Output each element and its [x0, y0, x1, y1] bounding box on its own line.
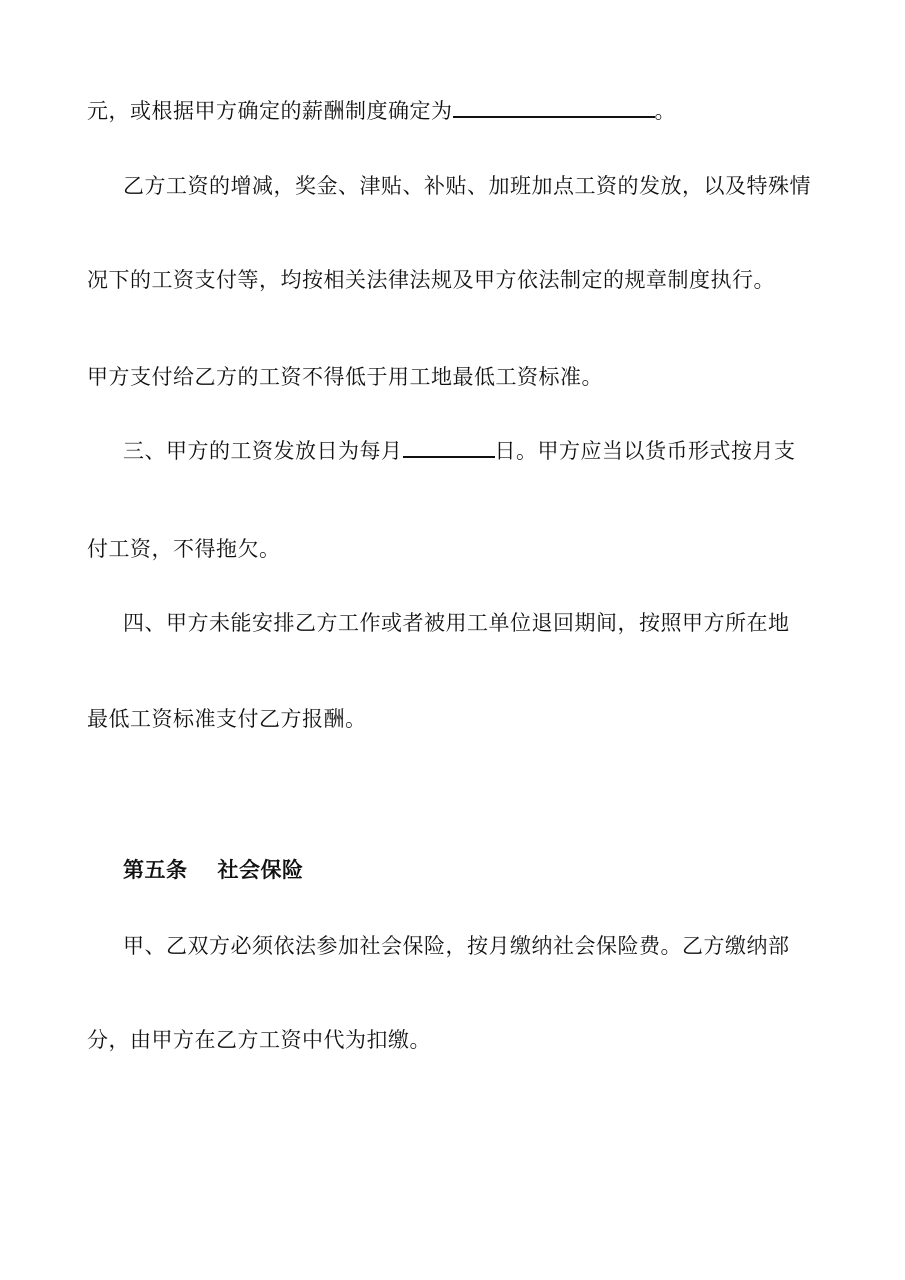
paragraph-line [87, 266, 775, 294]
line-text: 分，由甲方在乙方工资中代为扣缴。 [87, 1028, 431, 1052]
line-text: 付工资，不得拖欠。 [87, 537, 281, 561]
paragraph-line-salary-system [87, 97, 676, 125]
article-number: 第五条 [123, 858, 188, 882]
line-text: 况下的工资支付等，均按相关法律法规及甲方依法制定的规章制度执行。 [87, 268, 775, 292]
paragraph-line [87, 705, 367, 733]
fill-in-blank-payday [403, 438, 495, 458]
line-text: 甲方支付给乙方的工资不得低于用工地最低工资标准。 [87, 365, 603, 389]
paragraph-line [87, 363, 603, 391]
line-text: 日。甲方应当以货币形式按月支 [494, 439, 796, 463]
paragraph-line-payday [123, 437, 796, 465]
paragraph-line [87, 1026, 431, 1054]
line-text: 四、甲方未能安排乙方工作或者被用工单位退回期间，按照甲方所在地 [123, 611, 790, 635]
line-text: 元，或根据甲方确定的薪酬制度确定为 [87, 99, 453, 123]
paragraph-line [123, 932, 790, 960]
section-heading-social-insurance [123, 856, 304, 884]
paragraph-line [87, 535, 281, 563]
fill-in-blank-salary [453, 98, 655, 118]
paragraph-line [123, 609, 790, 637]
line-text: 三、甲方的工资发放日为每月 [123, 439, 403, 463]
line-text: 乙方工资的增减，奖金、津贴、补贴、加班加点工资的发放，以及特殊情 [123, 174, 811, 198]
line-text: 。 [654, 99, 676, 123]
line-text: 最低工资标准支付乙方报酬。 [87, 707, 367, 731]
article-title: 社会保险 [217, 858, 304, 882]
line-text: 甲、乙双方必须依法参加社会保险，按月缴纳社会保险费。乙方缴纳部 [123, 934, 790, 958]
paragraph-line [123, 172, 811, 200]
